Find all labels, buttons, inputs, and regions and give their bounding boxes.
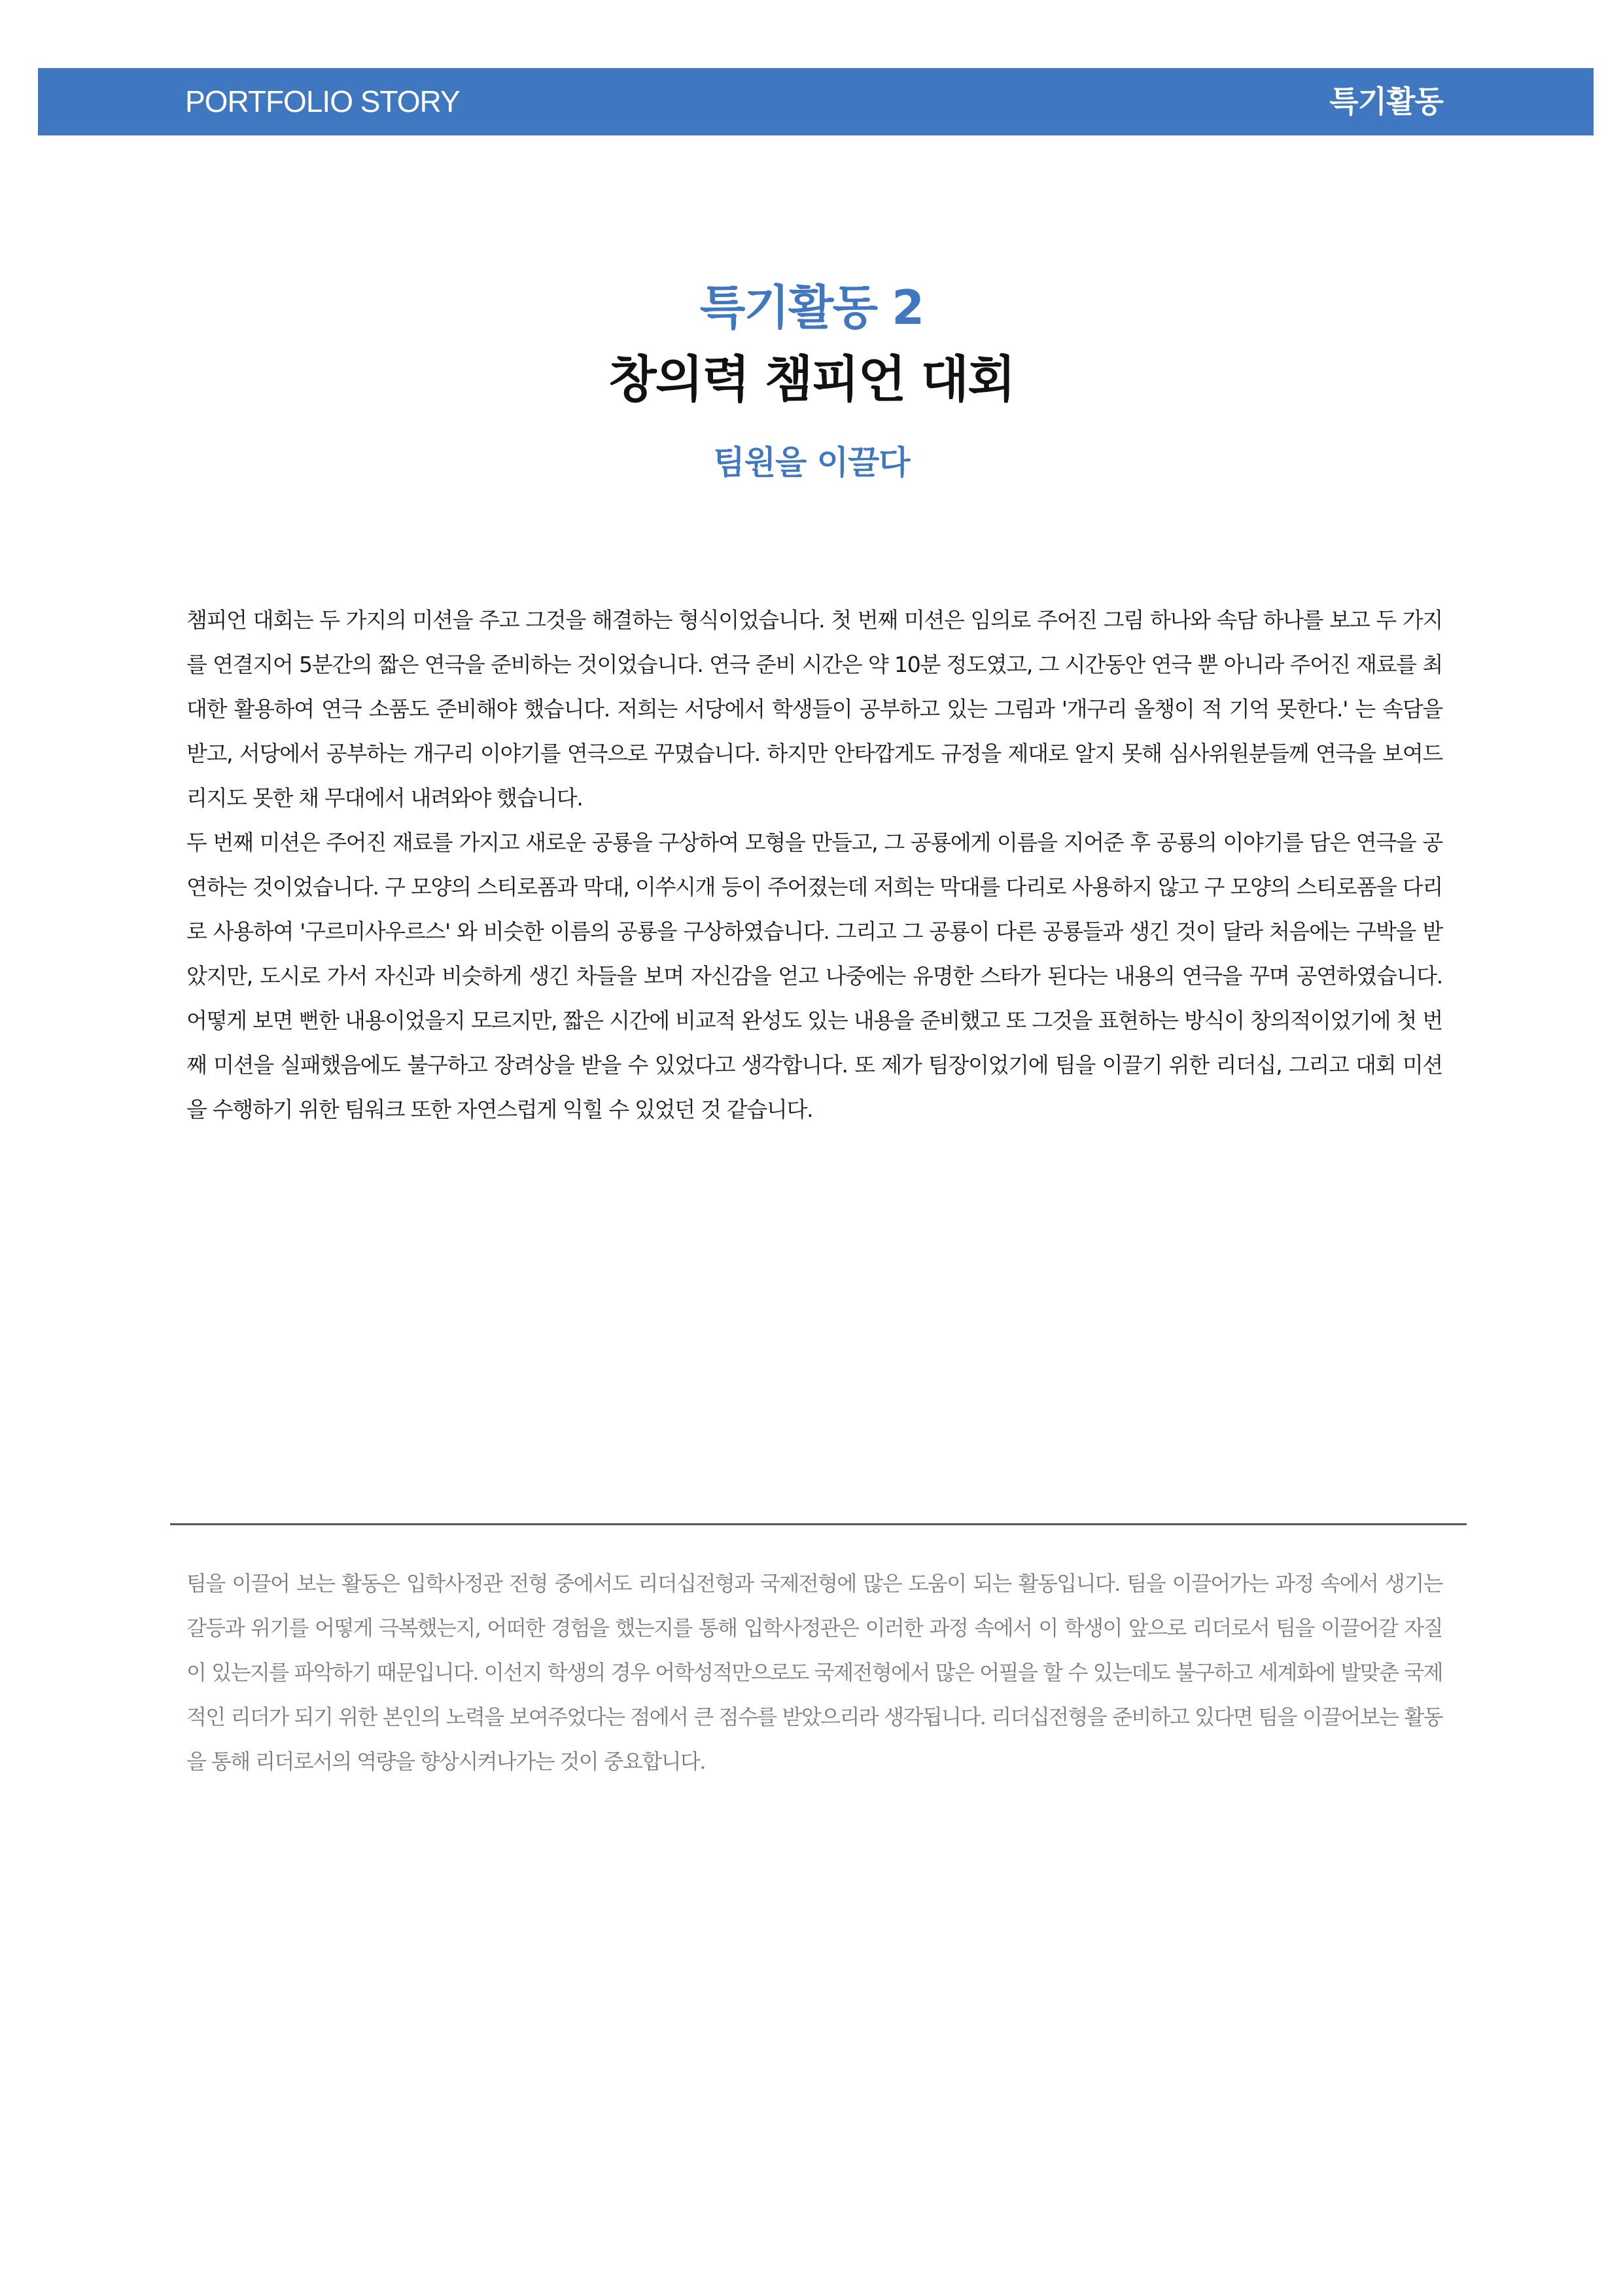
header-section-label: 특기활동 [1329, 84, 1443, 119]
page-title: 창의력 챔피언 대회 [608, 350, 1015, 408]
body-paragraph-1: 챔피언 대회는 두 가지의 미션을 주고 그것을 해결하는 형식이었습니다. 첫 번째 미션은 임의로 주어진 그림 하나와 속담 하나를 보고 두 가지를 연결지어 5분간의 짧은 연극을 준비하는 것이었습니다. 연극 준비 시간은 약 10분 정도였고, 그 시간동안 연극 뿐 아니라 주어진 재료를 최대한 활용하여 연극 소품도 준비해야 했습니다. 저희는 서당에서 학생들이 공부하고 있는 그림과 '개구리 올챙이 적 기억 못한다.' 는 속담을 받고, 서당에서 공부하는 개구리 이야기를 연극으로 꾸몄습니다. 하지만 안타깝게도 규정을 제대로 알지 못해 심사위원분들께 연극을 보여드리지도 못한 채 무대에서 내려와야 했습니다. [186, 607, 1442, 811]
section-kicker: 특기활동 2 [699, 280, 924, 335]
section-divider [170, 1523, 1467, 1525]
header-portfolio-label: PORTFOLIO STORY [185, 84, 460, 118]
body-text [186, 598, 1442, 1132]
header-bar [38, 68, 1594, 135]
body-paragraph-2: 두 번째 미션은 주어진 재료를 가지고 새로운 공룡을 구상하여 모형을 만들고, 그 공룡에게 이름을 지어준 후 공룡의 이야기를 담은 연극을 공연하는 것이었습니다. 구 모양의 스티로폼과 막대, 이쑤시개 등이 주어졌는데 저희는 막대를 다리로 사용하지 않고 구 모양의 스티로폼을 다리로 사용하여 '구르미사우르스' 와 비슷한 이름의 공룡을 구상하였습니다. 그리고 그 공룡이 다른 공룡들과 생긴 것이 달라 처음에는 구박을 받았지만, 도시로 가서 자신과 비슷하게 생긴 차들을 보며 자신감을 얻고 나중에는 유명한 스타가 된다는 내용의 연극을 꾸며 공연하였습니다. 어떻게 보면 뻔한 내용이었을지 모르지만, 짧은 시간에 비교적 완성도 있는 내용을 준비했고 또 그것을 표현하는 방식이 창의적이었기에 첫 번째 미션을 실패했음에도 불구하고 장려상을 받을 수 있었다고 생각합니다. 또 제가 팀장이었기에 팀을 이끌기 위한 리더십, 그리고 대회 미션을 수행하기 위한 팀워크 또한 자연스럽게 익힐 수 있었던 것 같습니다. [186, 830, 1442, 1122]
advisor-note: 팀을 이끌어 보는 활동은 입학사정관 전형 중에서도 리더십전형과 국제전형에 많은 도움이 되는 활동입니다. 팀을 이끌어가는 과정 속에서 생기는 갈등과 위기를 어떻게 극복했는지, 어떠한 경험을 했는지를 통해 입학사정관은 이러한 과정 속에서 이 학생이 앞으로 리더로서 팀을 이끌어갈 자질이 있는지를 파악하기 때문입니다. 이선지 학생의 경우 어학성적만으로도 국제전형에서 많은 어필을 할 수 있는데도 불구하고 세계화에 발맞춘 국제적인 리더가 되기 위한 본인의 노력을 보여주었다는 점에서 큰 점수를 받았으리라 생각됩니다. 리더십전형을 준비하고 있다면 팀을 이끌어보는 활동을 통해 리더로서의 역량을 향상시켜나가는 것이 중요합니다. [186, 1571, 1442, 1774]
page-subtitle: 팀원을 이끌다 [713, 444, 910, 482]
